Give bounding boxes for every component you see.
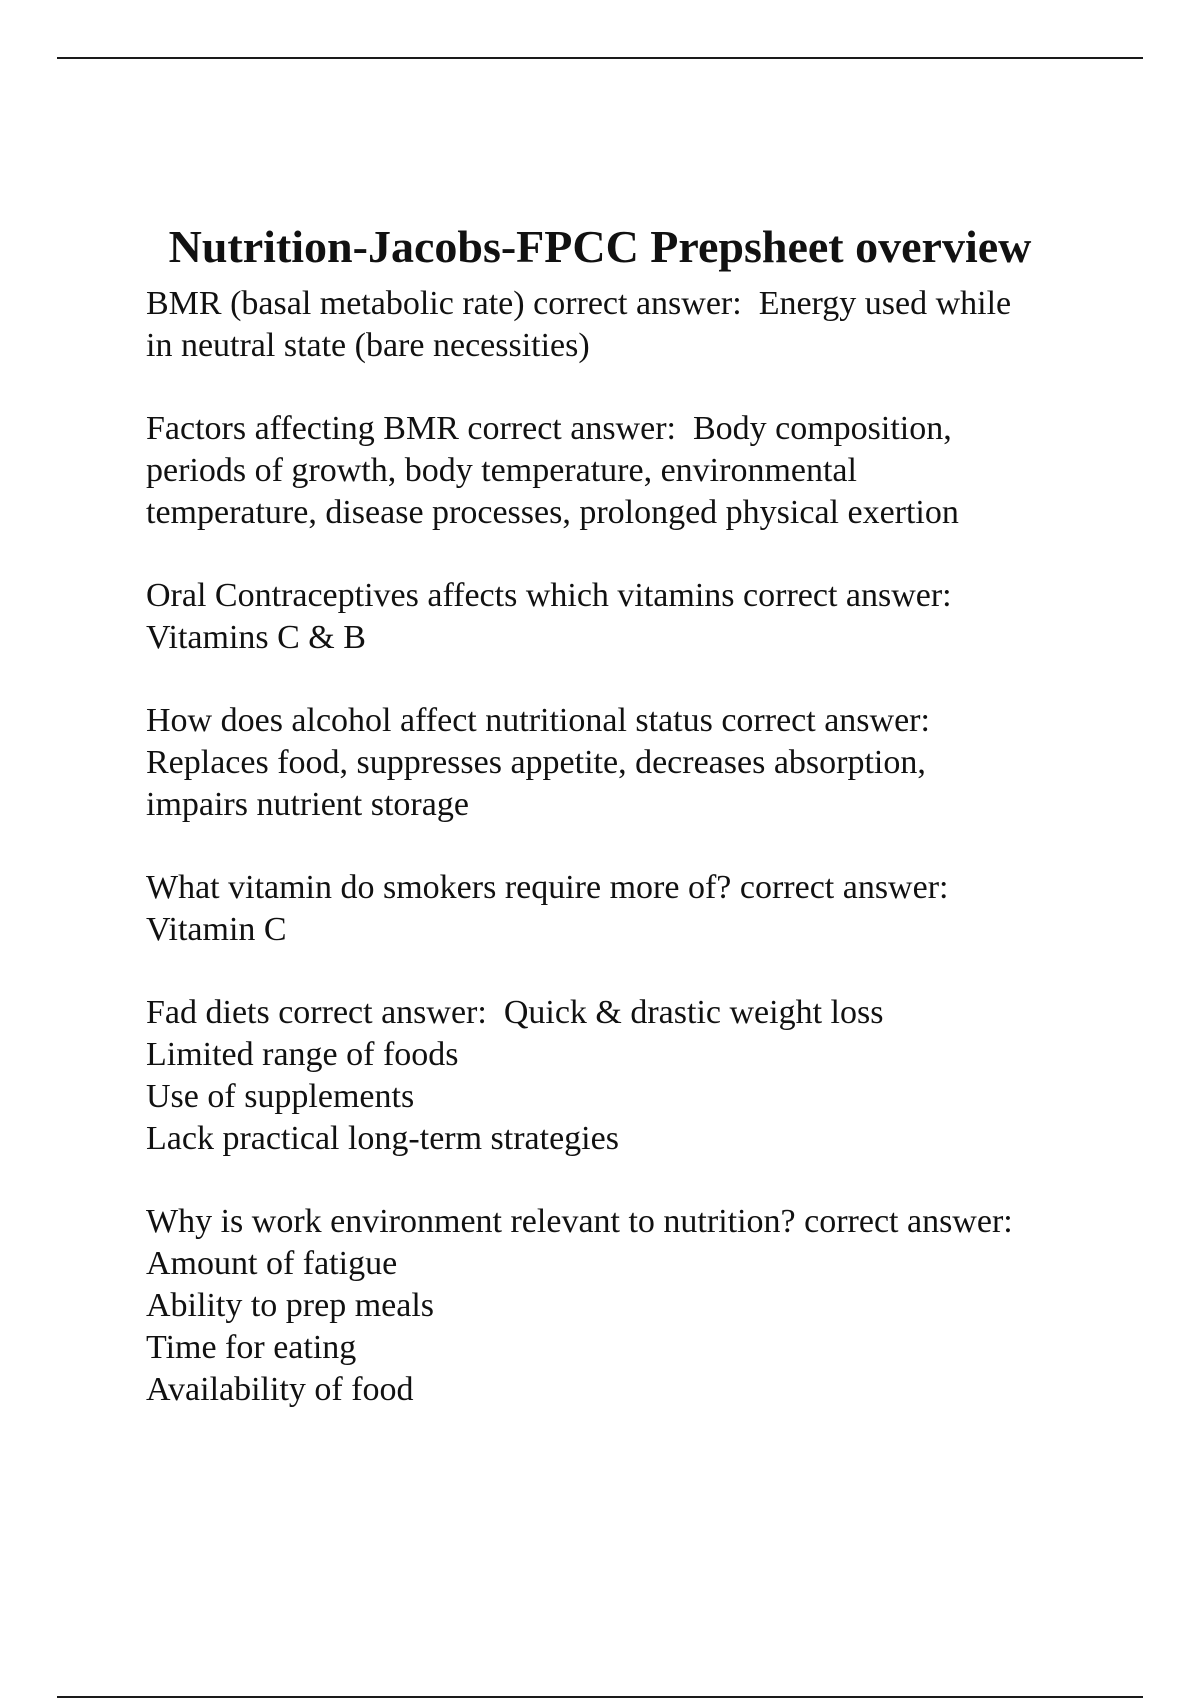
qa-line: Time for eating: [146, 1329, 357, 1366]
bottom-divider: [57, 1696, 1143, 1698]
qa-line: impairs nutrient storage: [146, 786, 469, 823]
qa-entry-work-environment: [146, 1201, 1106, 1411]
qa-line: Vitamin C: [146, 911, 287, 948]
qa-line: Vitamins C & B: [146, 619, 366, 656]
qa-line: Availability of food: [146, 1371, 414, 1408]
qa-line: Ability to prep meals: [146, 1287, 435, 1324]
qa-line: Fad diets correct answer: Quick & drastic weight loss: [146, 994, 884, 1031]
qa-line: How does alcohol affect nutritional status correct answer:: [146, 702, 930, 739]
qa-entry-oral-contraceptives: [146, 575, 1106, 659]
qa-entry-alcohol: [146, 700, 1106, 826]
qa-line: in neutral state (bare necessities): [146, 327, 590, 364]
qa-line: BMR (basal metabolic rate) correct answer: Energy used while: [146, 285, 1012, 322]
qa-line: Use of supplements: [146, 1078, 415, 1115]
qa-entry-fad-diets: [146, 992, 1106, 1160]
qa-line: Oral Contraceptives affects which vitamins correct answer:: [146, 577, 952, 614]
qa-line: Amount of fatigue: [146, 1245, 398, 1282]
qa-entry-smokers: [146, 867, 1106, 951]
document-body: [146, 283, 1106, 1452]
qa-line: Limited range of foods: [146, 1036, 459, 1073]
qa-line: Factors affecting BMR correct answer: Body composition,: [146, 410, 952, 447]
page-title: Nutrition-Jacobs-FPCC Prepsheet overview: [168, 220, 1032, 272]
qa-line: periods of growth, body temperature, environmental: [146, 452, 857, 489]
top-divider: [57, 57, 1143, 59]
qa-line: Lack practical long-term strategies: [146, 1120, 619, 1157]
qa-line: Why is work environment relevant to nutrition? correct answer:: [146, 1203, 1013, 1240]
qa-entry-bmr: [146, 283, 1106, 367]
qa-line: Replaces food, suppresses appetite, decreases absorption,: [146, 744, 926, 781]
qa-line: temperature, disease processes, prolonged physical exertion: [146, 494, 959, 531]
qa-entry-bmr-factors: [146, 408, 1106, 534]
qa-line: What vitamin do smokers require more of? correct answer:: [146, 869, 949, 906]
